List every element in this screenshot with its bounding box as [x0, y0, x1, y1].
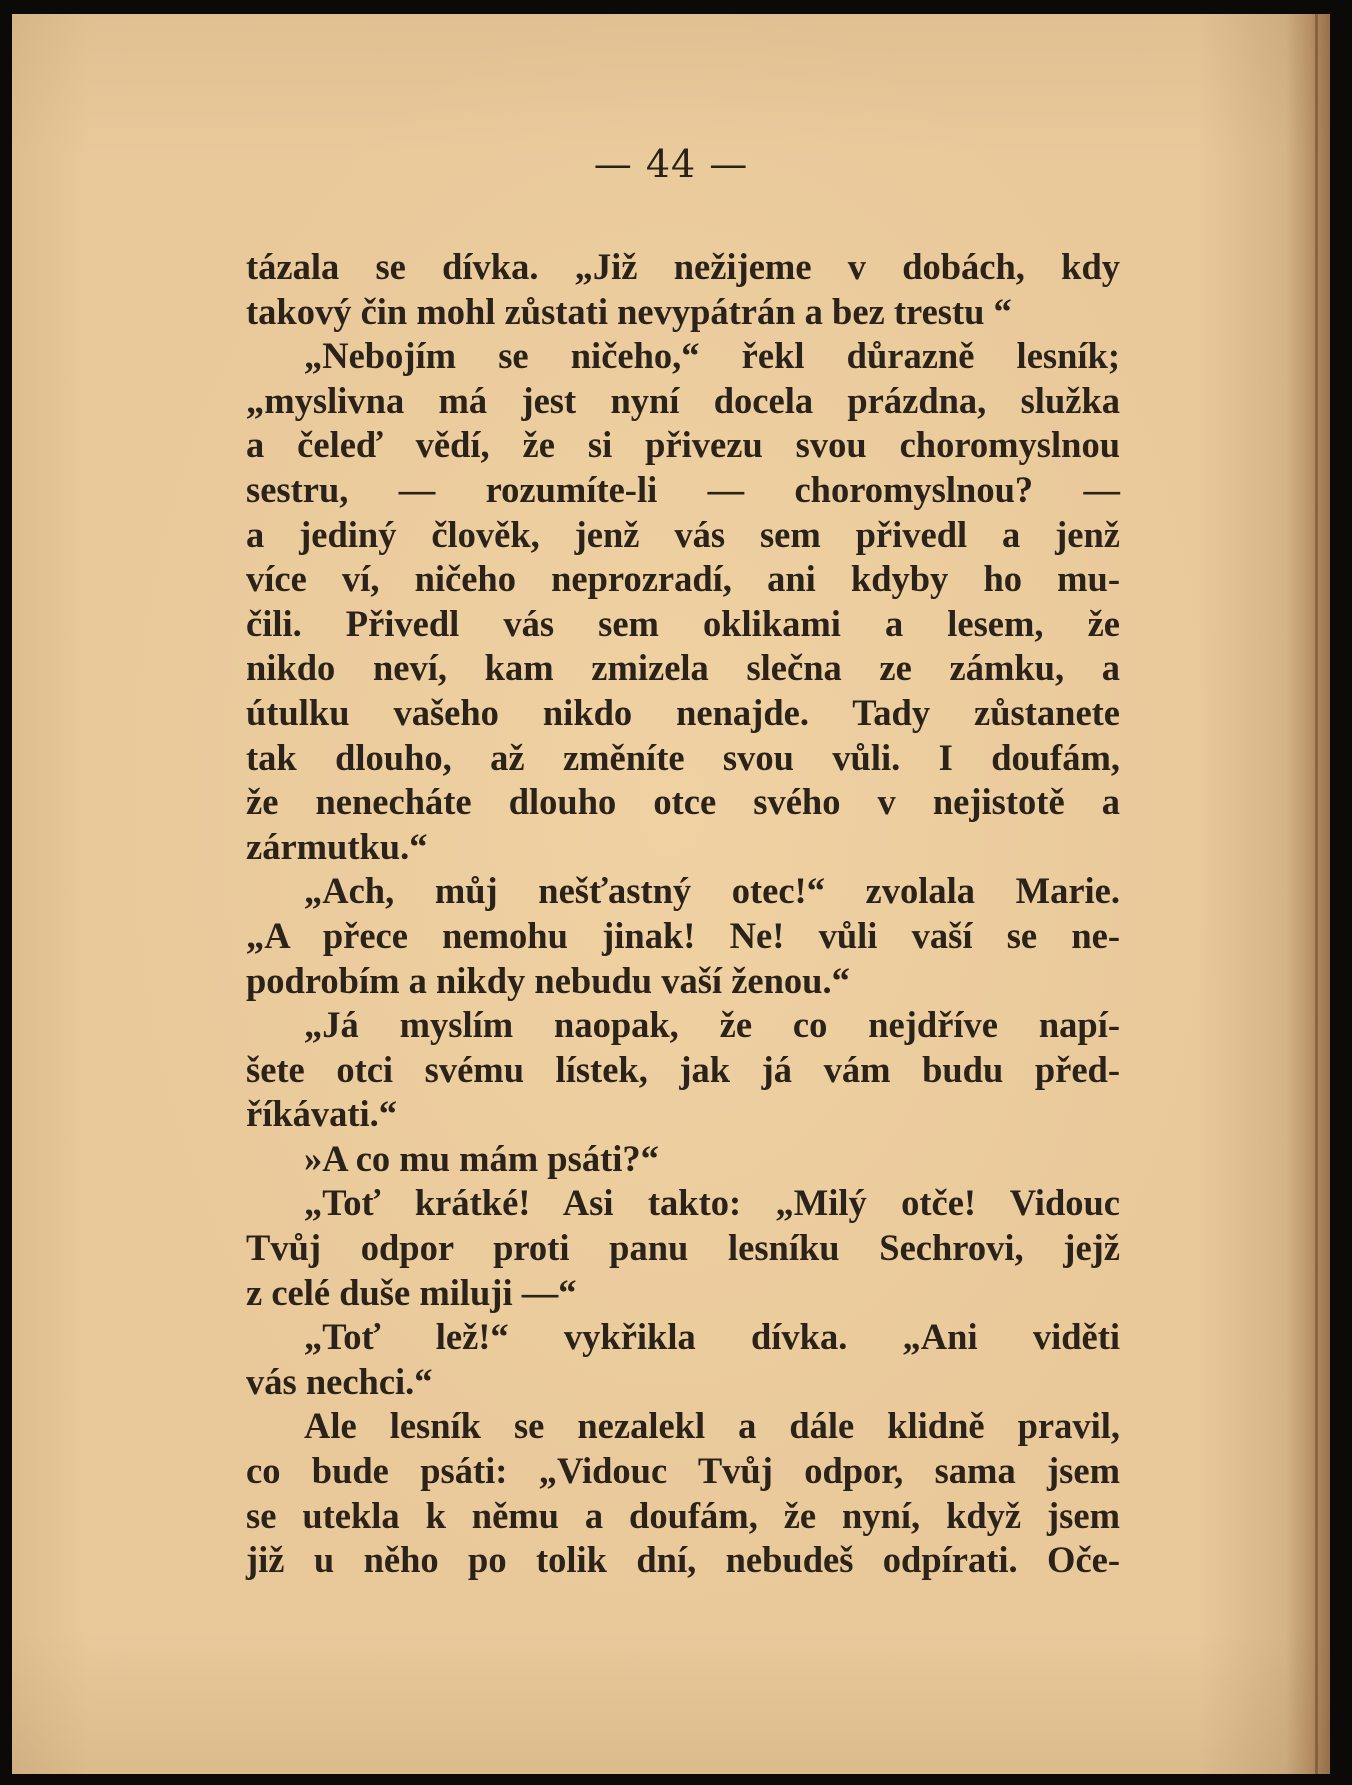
text-line: »A co mu mám psáti?“: [304, 1137, 659, 1179]
text-line: že nenecháte dlouho otce svého v nejistotě a: [246, 781, 1120, 823]
text-line: „Toť krátké! Asi takto: „Milý otče! Vidouc: [304, 1182, 1120, 1224]
text-line: „Ach, můj nešťastný otec!“ zvolala Marie.: [304, 870, 1120, 912]
text-line: více ví, ničeho neprozradí, ani kdyby ho mu-: [246, 558, 1120, 600]
text-line: zármutku.“: [246, 825, 428, 867]
text-line: šete otci svému lístek, jak já vám budu před-: [246, 1048, 1120, 1090]
text-line: tak dlouho, až změníte svou vůli. I doufám,: [246, 736, 1120, 778]
text-line: „myslivna má jest nyní docela prázdna, služka: [246, 379, 1120, 421]
text-line: a jediný člověk, jenž vás sem přivedl a jenž: [246, 513, 1120, 555]
text-line: nikdo neví, kam zmizela slečna ze zámku, a: [246, 647, 1120, 689]
text-line: podrobím a nikdy nebudu vaší ženou.“: [246, 959, 850, 1001]
page-edge-shadow: [1286, 14, 1330, 1774]
text-line: „A přece nemohu jinak! Ne! vůli vaší se ne-: [246, 914, 1120, 956]
page-number: — 44 —: [593, 142, 749, 186]
text-line: takový čin mohl zůstati nevypátrán a bez trestu “: [246, 290, 1012, 332]
text-line: útulku vašeho nikdo nenajde. Tady zůstanete: [246, 691, 1120, 733]
text-line: z celé duše miluji —“: [246, 1271, 577, 1313]
text-line: a čeleď vědí, že si přivezu svou choromyslnou: [246, 424, 1120, 466]
text-line: Tvůj odpor proti panu lesníku Sechrovi, jejž: [246, 1227, 1120, 1269]
text-line: Ale lesník se nezalekl a dále klidně pravil,: [304, 1405, 1120, 1447]
text-line: tázala se dívka. „Již nežijeme v dobách, kdy: [246, 246, 1120, 287]
text-line: co bude psáti: „Vidouc Tvůj odpor, sama jsem: [246, 1450, 1120, 1492]
body-text: [246, 245, 1120, 1583]
text-line: již u něho po tolik dní, nebudeš odpírati. Oče-: [246, 1539, 1120, 1581]
text-line: čili. Přivedl vás sem oklikami a lesem, že: [246, 602, 1120, 644]
text-line: se utekla k němu a doufám, že nyní, když jsem: [246, 1494, 1120, 1536]
text-line: sestru, — rozumíte-li — choromyslnou? —: [246, 468, 1120, 510]
text-line: „Toť lež!“ vykřikla dívka. „Ani viděti: [304, 1316, 1120, 1358]
text-line: říkávati.“: [246, 1093, 398, 1135]
book-page: [12, 14, 1330, 1774]
page-edge-line: [1315, 14, 1318, 1774]
text-line: vás nechci.“: [246, 1360, 433, 1402]
text-line: „Já myslím naopak, že co nejdříve napí-: [304, 1004, 1120, 1046]
text-line: „Nebojím se ničeho,“ řekl důrazně lesník;: [304, 335, 1120, 377]
